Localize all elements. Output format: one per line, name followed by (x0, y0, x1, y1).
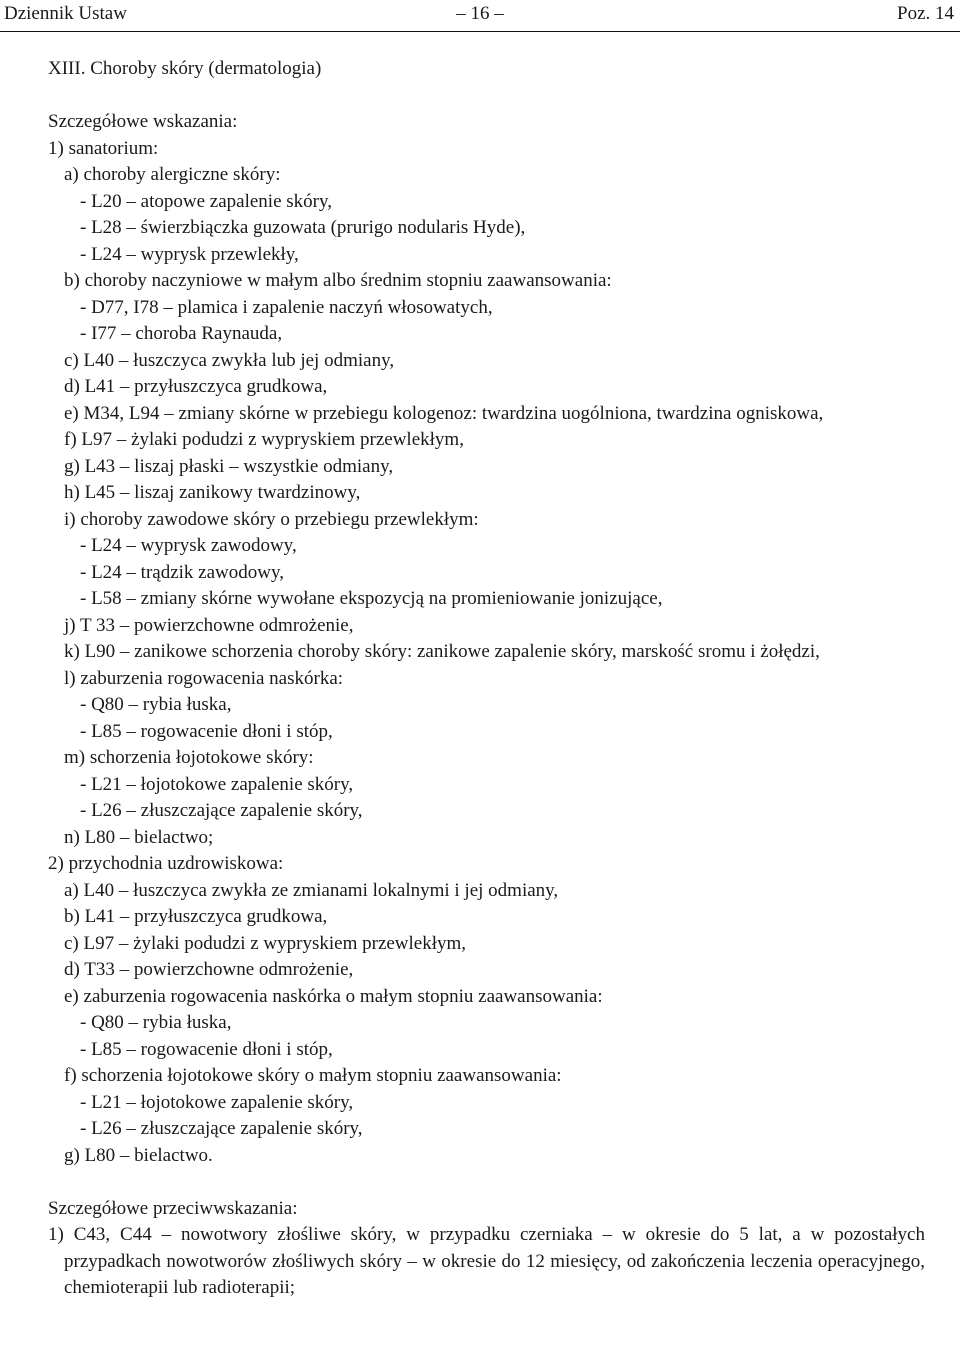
indication-line: c) L97 – żylaki podudzi z wypryskiem przewlekłym, (64, 932, 467, 954)
indication-line: f) L97 – żylaki podudzi z wypryskiem przewlekłym, (64, 429, 464, 450)
indication-line: i) choroby zawodowe skóry o przebiegu przewlekłym: (64, 508, 479, 530)
indication-line: 2) przychodnia uzdrowiskowa: (48, 853, 284, 874)
position-number: Poz. 14 (897, 3, 954, 24)
indication-line: f) schorzenia łojotokowe skóry o małym stopniu zaawansowania: (64, 1065, 562, 1086)
indication-line: e) zaburzenia rogowacenia naskórka o małym stopniu zaawansowania: (64, 985, 603, 1007)
indication-line: - L26 – złuszczające zapalenie skóry, (80, 800, 363, 821)
running-header (0, 0, 960, 28)
indication-line: l) zaburzenia rogowacenia naskórka: (64, 667, 344, 689)
indication-line: j) T 33 – powierzchowne odmrożenie, (64, 614, 354, 636)
indication-line: - Q80 – rybia łuska, (80, 694, 232, 715)
indication-line: c) L40 – łuszczyca zwykła lub jej odmiany, (64, 349, 395, 371)
section-title: XIII. Choroby skóry (dermatologia) (48, 58, 322, 79)
indication-line: b) L41 – przyłuszczyca grudkowa, (64, 906, 328, 927)
contraindications-heading: Szczegółowe przeciwwskazania: (48, 1197, 298, 1219)
indication-line: a) L40 – łuszczyca zwykła ze zmianami lokalnymi i jej odmiany, (64, 879, 559, 901)
indication-line: - Q80 – rybia łuska, (80, 1012, 232, 1033)
indications-heading: Szczegółowe wskazania: (48, 111, 238, 132)
indication-line: k) L90 – zanikowe schorzenia choroby skóry: zanikowe zapalenie skóry, marskość sromu i żołędzi, (64, 641, 820, 662)
indication-line: d) T33 – powierzchowne odmrożenie, (64, 959, 354, 980)
indication-line: - L24 – trądzik zawodowy, (80, 561, 285, 583)
indication-line: - I77 – choroba Raynauda, (80, 323, 283, 344)
indication-line: - L21 – łojotokowe zapalenie skóry, (80, 1091, 354, 1113)
indication-line: b) choroby naczyniowe w małym albo średnim stopniu zaawansowania: (64, 270, 612, 291)
journal-name: Dziennik Ustaw (4, 3, 127, 24)
spacer (48, 83, 925, 110)
indication-line: n) L80 – bielactwo; (64, 826, 214, 848)
indication-line: - L24 – wyprysk przewlekły, (80, 243, 299, 265)
indication-line: - L28 – świerzbiączka guzowata (prurigo nodularis Hyde), (80, 217, 526, 238)
indication-line: - L85 – rogowacenie dłoni i stóp, (80, 720, 333, 742)
indication-line: - D77, I78 – plamica i zapalenie naczyń włosowatych, (80, 296, 493, 318)
indication-line: - L26 – złuszczające zapalenie skóry, (80, 1118, 363, 1139)
indication-line: - L21 – łojotokowe zapalenie skóry, (80, 773, 354, 795)
indication-line: - L20 – atopowe zapalenie skóry, (80, 190, 333, 212)
indication-line: m) schorzenia łojotokowe skóry: (64, 747, 314, 768)
indications-list (48, 136, 925, 1170)
indication-line: g) L80 – bielactwo. (64, 1144, 213, 1166)
indication-line: e) M34, L94 – zmiany skórne w przebiegu kologenoz: twardzina uogólniona, twardzina ogniskowa, (64, 402, 824, 424)
contraindications-list (48, 1222, 925, 1302)
header-divider (0, 31, 960, 32)
indication-line: a) choroby alergiczne skóry: (64, 164, 281, 185)
indication-line: h) L45 – liszaj zanikowy twardzinowy, (64, 482, 361, 503)
indication-line: - L85 – rogowacenie dłoni i stóp, (80, 1038, 333, 1060)
indication-line: - L58 – zmiany skórne wywołane ekspozycją na promieniowanie jonizujące, (80, 588, 663, 609)
spacer (48, 1169, 925, 1196)
indication-line: - L24 – wyprysk zawodowy, (80, 535, 297, 556)
indication-line: g) L43 – liszaj płaski – wszystkie odmiany, (64, 455, 394, 477)
document-body (48, 56, 925, 1302)
contraindication-item: 1) C43, C44 – nowotwory złośliwe skóry, w przypadku czerniaka – w okresie do 5 lat, a w pozostałych przypadkach nowotworów złośliwych skóry – w okresie do 12 miesięcy, od zakończenia leczenia operacyjnego, chemioterapii lub radioterapii; (48, 1224, 925, 1298)
indication-line: d) L41 – przyłuszczyca grudkowa, (64, 376, 328, 397)
page-number: – 16 – (456, 3, 504, 24)
indication-line: 1) sanatorium: (48, 137, 159, 159)
